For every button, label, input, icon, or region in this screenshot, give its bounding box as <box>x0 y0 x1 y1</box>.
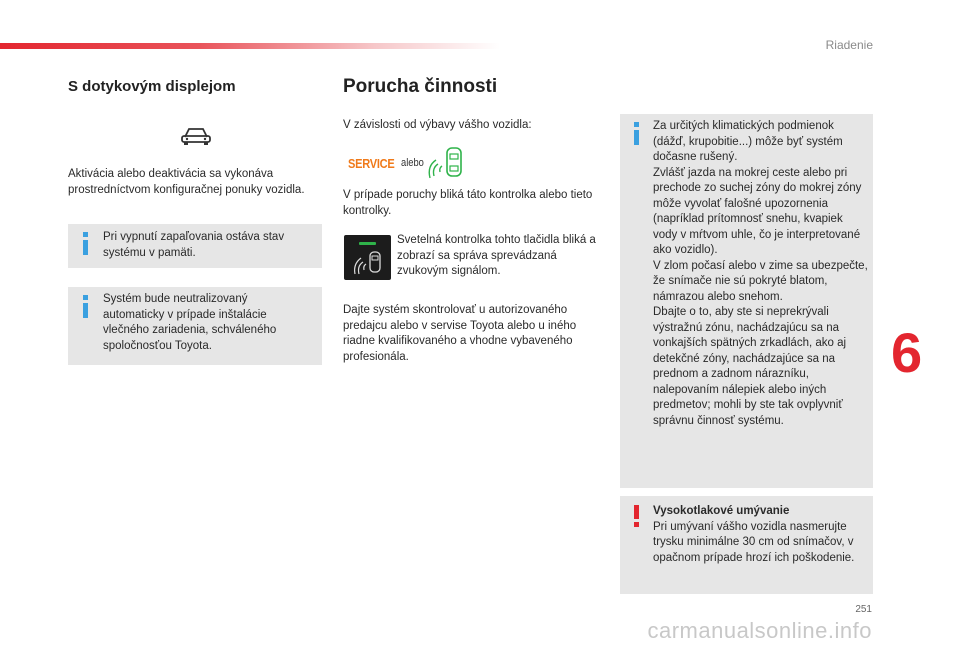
pressure-wash-warning-box <box>620 496 873 594</box>
info-icon <box>633 122 641 146</box>
activation-text: Aktivácia alebo deaktivácia sa vykonáva prostredníctvom konfiguračnej ponuky vozidla. <box>68 168 305 196</box>
indicator-light <box>359 242 376 245</box>
weather-info-text: Za určitých klimatických podmienok (dážď, krupobitie...) môže byť systém dočasne rušený. Zvlášť jazda na mokrej ceste alebo pri prechode zo suchej zóny do mokrej zóny môže vyvolať falošné upozornenia (napríklad prítomnosť snehu, kvapiek vody v mŕtvom uhle, čo je interpretované ako vozidlo). V zlom počasí alebo v zime sa ubezpečte, že snímače nie sú pokryté blatom, námrazou alebo snehom. Dbajte o to, aby ste si neprekrývali výstražnú zónu, nachádzajúcu sa na vonkajších spätných zrkadlách, ako aj detekčné zóny, nachádzajúce sa na prednom a zadnom nárazníku, nalepovaním nálepiek alebo iných predmetov; mohli by ste tak ovplyvniť správnu činnosť systému. <box>653 120 868 427</box>
info-icon <box>82 295 90 319</box>
button-blink-text: Svetelná kontrolka tohto tlačidla bliká a zobrazí sa správa sprevádzaná zvukovým signálom. <box>397 234 596 277</box>
page-number: 251 <box>855 604 872 615</box>
touchscreen-heading: S dotykovým displejom <box>68 78 236 95</box>
pressure-wash-warning <box>653 504 871 566</box>
blind-spot-icon <box>352 250 384 276</box>
equipment-intro: V závislosti od výbavy vášho vozidla: <box>343 119 532 131</box>
memory-note-text: Pri vypnutí zapaľovania ostáva stav systému v pamäti. <box>103 231 285 259</box>
dealer-check-text: Dajte systém skontrolovať u autorizovaného predajcu alebo v servise Toyota alebo u iného riadne kvalifikovaného a vhodne vybaveného profesionála. <box>343 304 577 363</box>
blind-spot-warning-icon <box>426 146 466 180</box>
or-label: alebo <box>401 157 424 169</box>
towbar-note-box <box>68 287 322 365</box>
memory-note-box <box>68 224 322 268</box>
system-button-image <box>344 235 391 280</box>
header-red-bar <box>0 43 500 49</box>
towbar-note-text: Systém bude neutralizovaný automaticky v prípade inštalácie vlečného zariadenia, schváleného spoločnosťou Toyota. <box>103 293 277 352</box>
malfunction-heading: Porucha činnosti <box>343 76 498 97</box>
service-warning-label: SERVICE <box>348 156 395 171</box>
chapter-number: 6 <box>891 321 923 384</box>
blink-text: V prípade poruchy bliká táto kontrolka alebo tieto kontrolky. <box>343 189 593 217</box>
pressure-wash-title: Vysokotlakové umývanie <box>653 505 790 517</box>
pressure-wash-text: Pri umývaní vášho vozidla nasmerujte trysku minimálne 30 cm od snímačov, v opačnom prípade hrozí ich poškodenie. <box>653 520 855 564</box>
weather-info-box <box>620 114 873 488</box>
warning-icon <box>633 505 641 529</box>
watermark: carmanualsonline.info <box>647 618 872 643</box>
car-icon <box>180 126 212 146</box>
info-icon <box>82 232 90 256</box>
section-title: Riadenie <box>825 38 873 52</box>
